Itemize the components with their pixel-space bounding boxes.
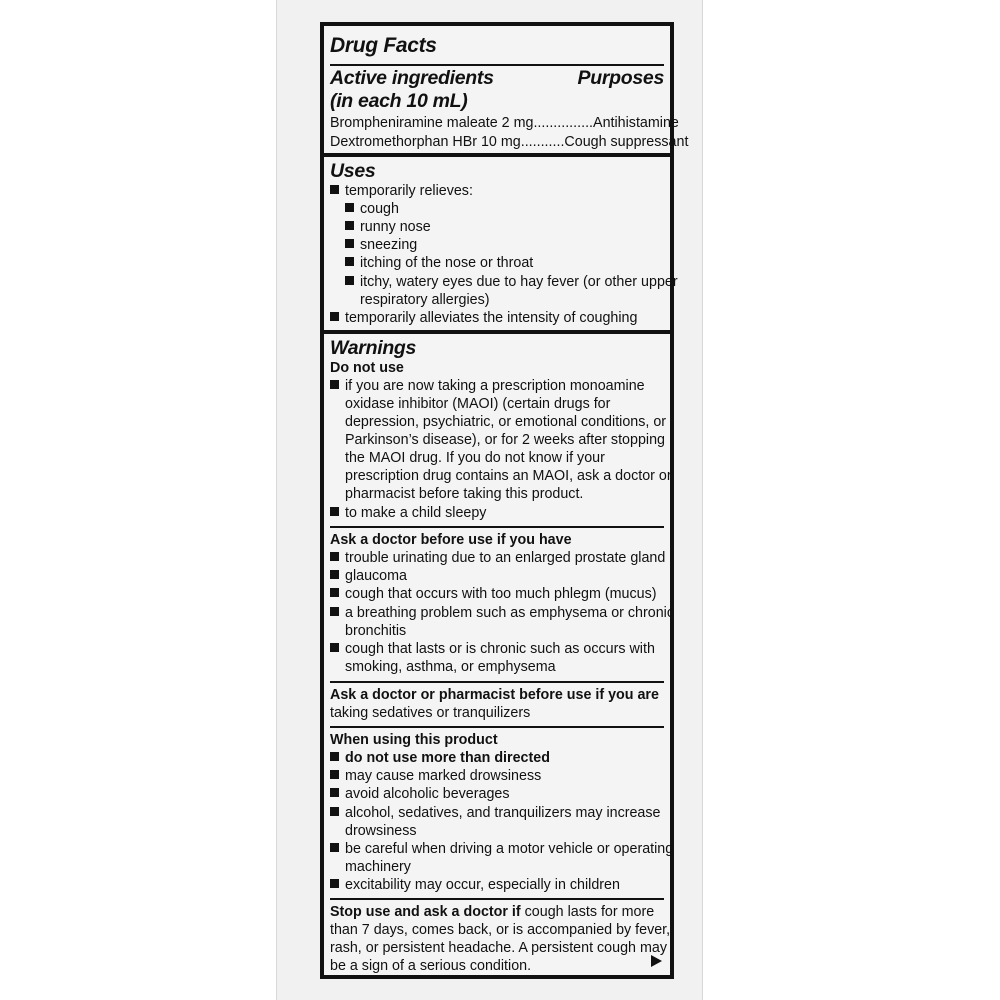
stop-use-text: rash, or persistent headache. A persistent cough may: [330, 940, 667, 956]
list-item-continuation: machinery: [345, 859, 411, 875]
bullet-icon: [330, 380, 339, 389]
ingredient-name: Dextromethorphan HBr 10 mg: [330, 134, 521, 150]
list-item: avoid alcoholic beverages: [330, 785, 664, 803]
bullet-icon: [330, 643, 339, 652]
active-ingredients-subtitle: (in each 10 mL): [330, 90, 468, 112]
bullet-icon: [330, 607, 339, 616]
list-item: alcohol, sedatives, and tranquilizers may increase: [330, 804, 664, 822]
bullet-icon: [330, 507, 339, 516]
when-using-heading: When using this product: [330, 732, 498, 748]
stop-use-text: than 7 days, comes back, or is accompanied by fever,: [330, 922, 671, 938]
bullet-icon: [330, 788, 339, 797]
divider: [330, 726, 664, 728]
list-item: if you are now taking a prescription monoamine: [330, 377, 664, 395]
bullet-icon: [345, 239, 354, 248]
stop-use-text: Stop use and ask a doctor if cough lasts for more: [330, 904, 655, 920]
list-item-continuation: prescription drug contains an MAOI, ask a doctor or: [345, 468, 672, 484]
list-item: temporarily relieves:: [330, 182, 664, 200]
list-item: itchy, watery eyes due to hay fever (or other upper: [330, 273, 664, 291]
list-item: be careful when driving a motor vehicle or operating: [330, 840, 664, 858]
do-not-use-heading: Do not use: [330, 360, 404, 376]
bullet-icon: [330, 588, 339, 597]
bullet-icon: [345, 221, 354, 230]
divider: [330, 898, 664, 900]
ingredient-purpose: Antihistamine: [593, 115, 679, 131]
list-item-continuation: pharmacist before taking this product.: [345, 486, 584, 502]
bullet-icon: [330, 312, 339, 321]
list-item: do not use more than directed: [330, 749, 664, 767]
bullet-icon: [330, 185, 339, 194]
ask-doctor-heading: Ask a doctor before use if you have: [330, 532, 572, 548]
bullet-icon: [345, 276, 354, 285]
stop-use-text: be a sign of a serious condition.: [330, 958, 532, 974]
bullet-icon: [330, 807, 339, 816]
ingredient-name: Brompheniramine maleate 2 mg: [330, 115, 534, 131]
list-item: a breathing problem such as emphysema or chronic: [330, 604, 664, 622]
drug-facts-panel: [320, 22, 689, 979]
list-item-continuation: the MAOI drug. If you do not know if your: [345, 450, 605, 466]
warnings-heading: Warnings: [330, 337, 417, 359]
bullet-icon: [330, 570, 339, 579]
ask-pharmacist-text: taking sedatives or tranquilizers: [330, 705, 531, 721]
list-item-continuation: depression, psychiatric, or emotional conditions, or: [345, 414, 667, 430]
bullet-icon: [330, 879, 339, 888]
list-item: cough that occurs with too much phlegm (mucus): [330, 585, 664, 603]
list-item: to make a child sleepy: [330, 504, 664, 522]
bullet-icon: [345, 203, 354, 212]
active-ingredients-heading: [330, 67, 664, 89]
section-divider: [324, 330, 670, 334]
list-item-continuation: smoking, asthma, or emphysema: [345, 659, 556, 675]
bullet-icon: [330, 552, 339, 561]
ingredient-row: [330, 133, 689, 151]
leader-dots: ...........: [520, 134, 565, 150]
list-item: temporarily alleviates the intensity of coughing: [330, 309, 664, 327]
list-item: runny nose: [330, 218, 664, 236]
list-item-continuation: drowsiness: [345, 823, 417, 839]
list-item: cough that lasts or is chronic such as occurs with: [330, 640, 664, 658]
bullet-icon: [330, 843, 339, 852]
uses-heading: Uses: [330, 160, 376, 182]
section-divider: [324, 153, 670, 157]
list-item: sneezing: [330, 236, 664, 254]
divider: [330, 64, 664, 66]
divider: [330, 681, 664, 683]
divider: [330, 526, 664, 528]
list-item: may cause marked drowsiness: [330, 767, 664, 785]
active-ingredients-title: Active ingredients: [330, 67, 494, 89]
list-item: cough: [330, 200, 664, 218]
continued-arrow-icon: [651, 955, 662, 967]
leader-dots: ...............: [533, 115, 594, 131]
ask-pharmacist-heading: Ask a doctor or pharmacist before use if you are: [330, 687, 659, 703]
ingredient-row: [330, 114, 679, 132]
list-item: itching of the nose or throat: [330, 254, 664, 272]
list-item-continuation: respiratory allergies): [360, 292, 490, 308]
list-item-continuation: Parkinson’s disease), or for 2 weeks after stopping: [345, 432, 665, 448]
purposes-heading: Purposes: [577, 67, 664, 89]
list-item: glaucoma: [330, 567, 664, 585]
drug-facts-title: Drug Facts: [330, 34, 437, 57]
list-item: excitability may occur, especially in children: [330, 876, 664, 894]
bullet-icon: [345, 257, 354, 266]
list-item-continuation: oxidase inhibitor (MAOI) (certain drugs for: [345, 396, 611, 412]
ingredient-purpose: Cough suppressant: [564, 134, 689, 150]
bullet-icon: [330, 752, 339, 761]
list-item-continuation: bronchitis: [345, 623, 407, 639]
bullet-icon: [330, 770, 339, 779]
list-item: trouble urinating due to an enlarged prostate gland: [330, 549, 664, 567]
